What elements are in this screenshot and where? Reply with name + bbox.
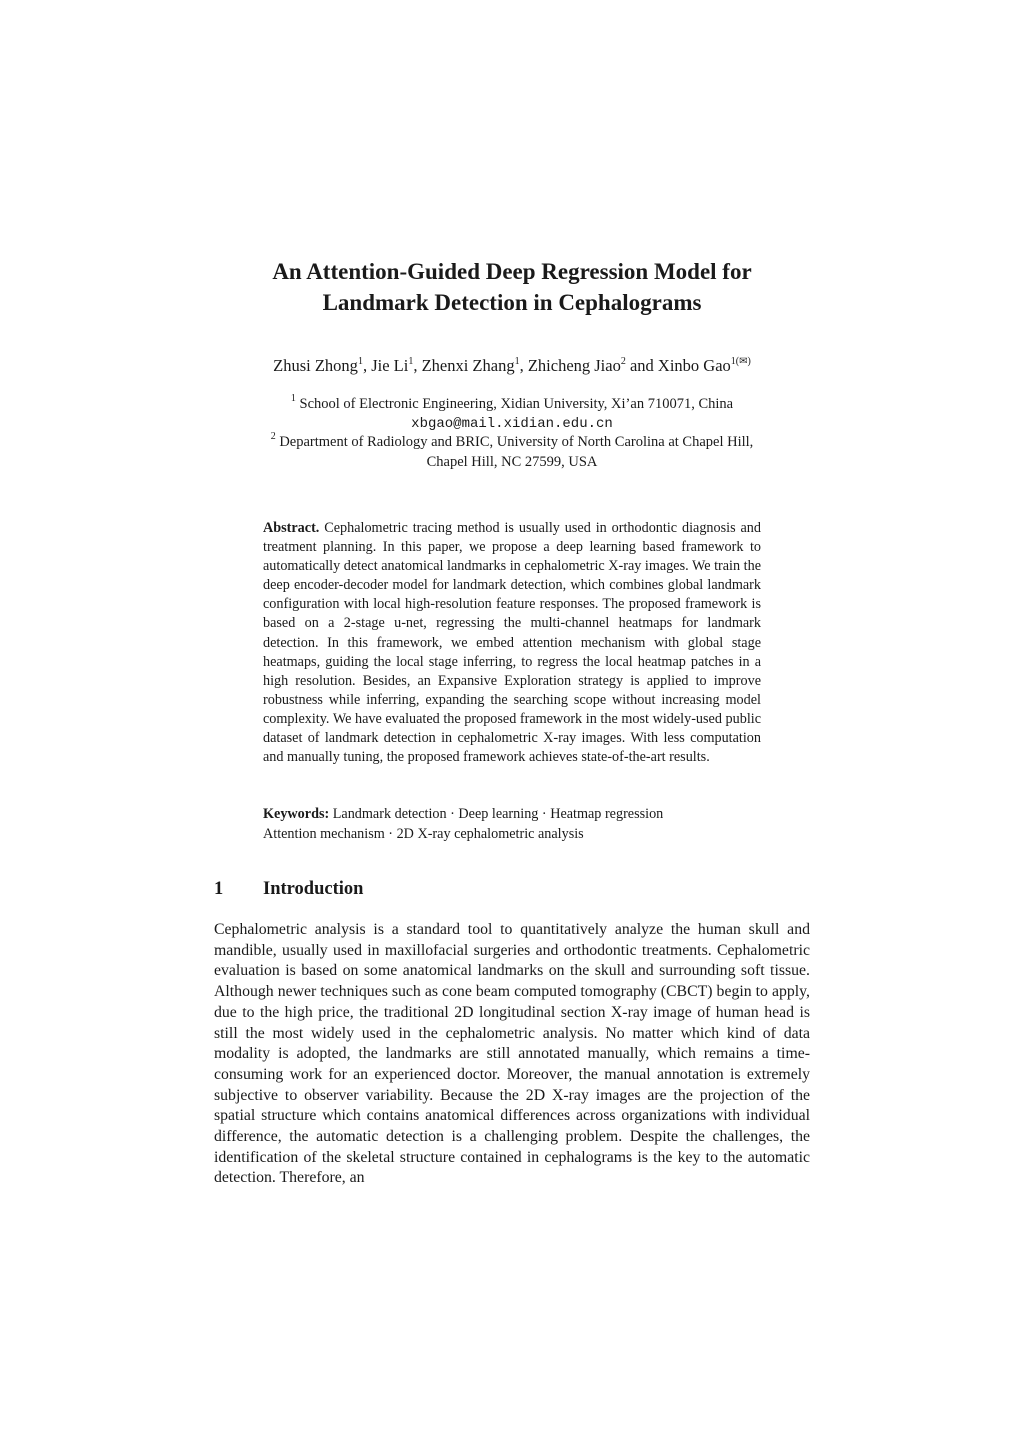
affiliation-1	[160, 395, 864, 434]
abstract-label: Abstract.	[263, 520, 320, 536]
author-separator: ,	[362, 356, 372, 375]
author-list	[160, 355, 864, 377]
author-affil-mark: 1	[357, 356, 363, 367]
author-name: Zhicheng Jiao	[527, 356, 621, 375]
intro-paragraph: Cephalometric analysis is a standard tool to quantitatively analyze the human skull and mandible, usually used in maxillofacial surgeries and orthodontic treatments. Cephalometric evaluation is based on some anatomical landmarks on the skull and surrounding soft tissue. Although newer techniques such as cone beam computed tomography (CBCT) begin to apply, due to the high price, the traditional 2D longitudinal section X-ray image of human head is still the most widely used in the cephalometric analysis. No matter which kind of data modality is adopted, the landmarks are still annotated manually, which remains a time-consuming work for an experienced doctor. Moreover, the manual annotation is extremely subjective to observer variability. Because the 2D X-ray images are the projection of the spatial structure which contains anatomical differences across organizations with individual difference, the automatic detection is a challenging problem. Despite the challenges, the identification of the skeletal structure contained in cephalograms is the key to the automatic detection. Therefore, an	[214, 921, 810, 1187]
author-affil-mark: 2	[620, 356, 626, 367]
author-name: Jie Li	[371, 356, 409, 375]
author-name: Xinbo Gao	[657, 356, 731, 375]
affiliation-2	[160, 433, 864, 472]
author-separator: and	[625, 356, 658, 375]
keywords	[263, 805, 761, 844]
section-number: 1	[214, 879, 224, 899]
author-affil-mark: 1	[514, 356, 520, 367]
keywords-label: Keywords:	[263, 806, 330, 822]
author-affil-mark: 1	[408, 356, 414, 367]
author-email: xbgao@mail.xidian.edu.cn	[411, 415, 613, 432]
section-title: Introduction	[263, 879, 364, 899]
abstract-text: Cephalometric tracing method is usually used in orthodontic diagnosis and treatment planning. In this paper, we propose a deep learning based framework to automatically detect anatomical landmarks in cephalometric X-ray images. We train the deep encoder-decoder model for landmark detection, which combines global landmark configuration with local high-resolution feature responses. The proposed framework is based on a 2-stage u-net, regressing the multi-channel heatmaps for landmark detection. In this framework, we embed attention mechanism with global stage heatmaps, guiding the local stage inferring, to regress the local heatmap patches in a high resolution. Besides, an Expansive Exploration strategy is applied to improve robustness while inferring, expanding the searching scope without increasing model complexity. We have evaluated the proposed framework in the most widely-used public dataset of landmark detection in cephalometric X-ray images. With less computation and manually tuning, the proposed framework achieves state-of-the-art results.	[263, 520, 761, 766]
section-heading	[214, 877, 363, 901]
title-line-1: An Attention-Guided Deep Regression Model for	[272, 259, 752, 284]
paper-title	[160, 256, 864, 318]
mail-icon: (✉)	[735, 356, 751, 367]
title-line-2: Landmark Detection in Cephalograms	[322, 290, 702, 315]
affiliation-text-line-2: Chapel Hill, NC 27599, USA	[426, 453, 598, 470]
affiliation-text: School of Electronic Engineering, Xidian University, Xi’an 710071, China	[299, 396, 734, 412]
affiliation-number: 2	[270, 431, 276, 442]
author-affil-mark: 1(✉)	[730, 356, 751, 367]
author-separator: ,	[519, 356, 528, 375]
affiliation-number: 1	[290, 393, 296, 404]
affiliation-text: Department of Radiology and BRIC, University of North Carolina at Chapel Hill,	[279, 434, 754, 450]
author-separator: ,	[413, 356, 422, 375]
keywords-line-1: Landmark detection · Deep learning · Heatmap regression	[332, 806, 664, 822]
author-name: Zhusi Zhong	[273, 356, 358, 375]
keywords-line-2: Attention mechanism · 2D X-ray cephalometric analysis	[263, 825, 584, 842]
abstract	[263, 519, 761, 767]
author-name: Zhenxi Zhang	[421, 356, 515, 375]
